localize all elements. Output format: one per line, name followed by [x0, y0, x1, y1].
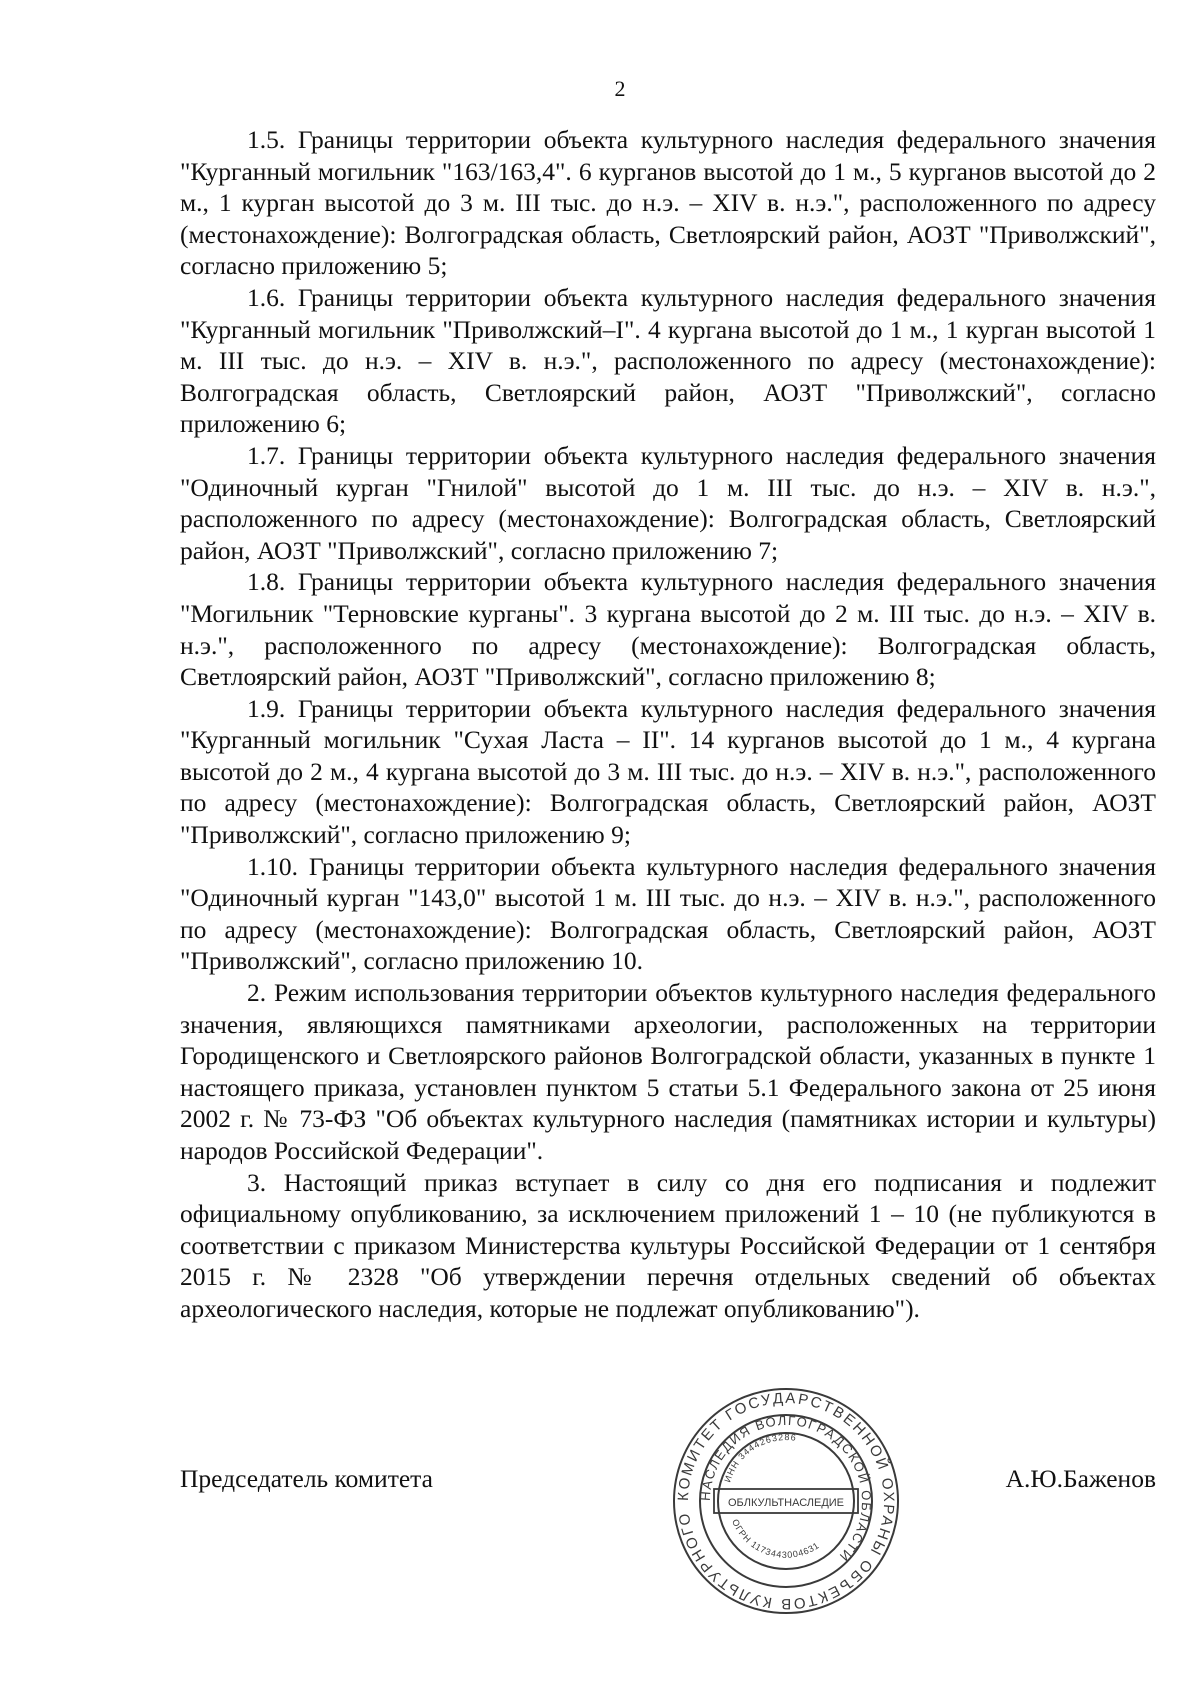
- paragraph-1-7: 1.7. Границы территории объекта культурного наследия федерального значения "Одиночный курган "Гнилой" высотой до 1 м. III тыс. до н.э. – XIV в. н.э.", расположенного по адресу (местонахождение): Волгоградская область, Светлоярский район, АОЗТ "Приволжский", согласно приложению 7;: [180, 440, 1156, 565]
- document-body: [180, 124, 1156, 1325]
- paragraph-3: 3. Настоящий приказ вступает в силу со дня его подписания и подлежит официальному опубликованию, за исключением приложений 1 – 10 (не публикуются в соответствии с приказом Министерства культуры Российской Федерации от 1 сентября 2015 г. № 2328 "Об утверждении перечня отдельных сведений об объектах археологического наследия, которые не подлежат опубликованию").: [180, 1167, 1156, 1323]
- paragraph-1-5: 1.5. Границы территории объекта культурного наследия федерального значения "Курганный могильник "163/163,4". 6 курганов высотой до 1 м., 5 курганов высотой до 2 м., 1 курган высотой до 3 м. III тыс. до н.э. – XIV в. н.э.", расположенного по адресу (местонахождение): Волгоградская область, Светлоярский район, АОЗТ "Приволжский", согласно приложению 5;: [180, 125, 1156, 281]
- paragraph-1-6: 1.6. Границы территории объекта культурного наследия федерального значения "Курганный могильник "Приволжский–I". 4 кургана высотой до 1 м., 1 курган высотой 1 м. III тыс. до н.э. – XIV в. н.э.", расположенного по адресу (местонахождение): Волгоградская область, Светлоярский район, АОЗТ "Приволжский", согласно приложению 6;: [180, 282, 1156, 439]
- paragraph-2: 2. Режим использования территории объектов культурного наследия федерального значения, являющихся памятниками археологии, расположенных на территории Городищенского и Светлоярского районов Волгоградской области, указанных в пункте 1 настоящего приказа, установлен пунктом 5 статьи 5.1 Федерального закона от 25 июня 2002 г. № 73-ФЗ "Об объектах культурного наследия (памятниках истории и культуры) народов Российской Федерации".: [180, 978, 1156, 1165]
- paragraph-1-10: 1.10. Границы территории объекта культурного наследия федерального значения "Одиночный курган "143,0" высотой 1 м. III тыс. до н.э. – XIV в. н.э.", расположенного по адресу (местонахождение): Волгоградская область, Светлоярский район, АОЗТ "Приволжский", согласно приложению 10.: [180, 851, 1156, 976]
- page-number: 2: [614, 76, 626, 101]
- paragraph-1-8: 1.8. Границы территории объекта культурного наследия федерального значения "Могильник "Терновские курганы". 3 кургана высотой до 2 м. III тыс. до н.э. – XIV в. н.э.", расположенного по адресу (местонахождение): Волгоградская область, Светлоярский район, АОЗТ "Приволжский", согласно приложению 8;: [180, 567, 1156, 692]
- paragraph-1-9: 1.9. Границы территории объекта культурного наследия федерального значения "Курганный могильник "Сухая Ласта – II". 14 курганов высотой до 1 м., 4 кургана высотой до 2 м., 4 кургана высотой до 3 м. III тыс. до н.э. – XIV в. н.э.", расположенного по адресу (местонахождение): Волгоградская область, Светлоярский район, АОЗТ "Приволжский", согласно приложению 9;: [180, 693, 1156, 850]
- signatory-title: Председатель комитета: [180, 1464, 433, 1493]
- seal-inner-text: НАСЛЕДИЯ ВОЛГОГРАДСКОЙ ОБЛАСТИ: [697, 1412, 875, 1566]
- seal-outer-text: КОМИТЕТ ГОСУДАРСТВЕННОЙ ОХРАНЫ ОБЪЕКТОВ КУЛЬТУРНОГО: [674, 1389, 898, 1613]
- signatory-name: А.Ю.Баженов: [1005, 1464, 1156, 1493]
- seal-center-text: ОБЛКУЛЬТНАСЛЕДИЕ: [727, 1497, 845, 1509]
- official-seal: [670, 1385, 902, 1617]
- seal-ogrn-text: ОГРН 1173443004631: [730, 1517, 822, 1560]
- seal-inn-text: ИНН 3444263286: [722, 1432, 798, 1484]
